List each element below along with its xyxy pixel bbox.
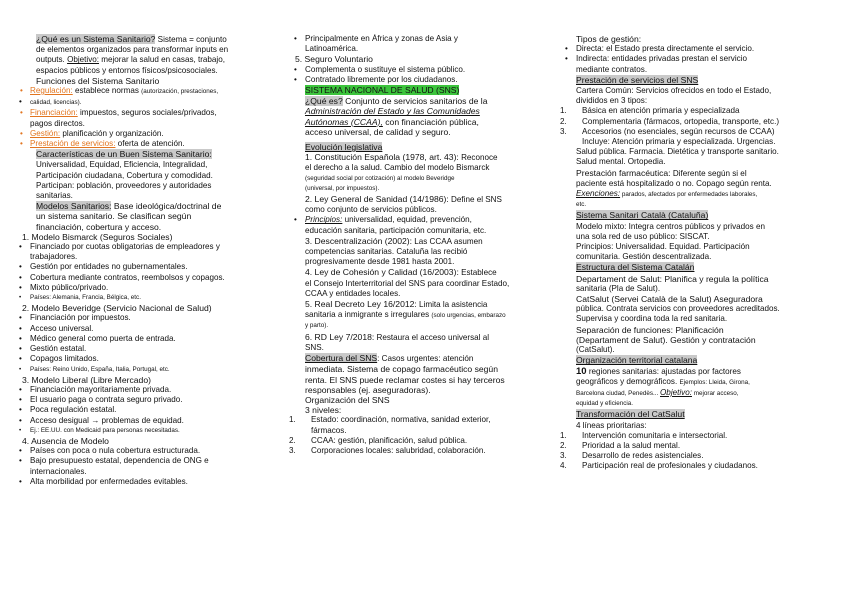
list-item: 2. Prioridad a la salud mental. <box>560 440 681 450</box>
list-item: • Gestión: planificación y organización. <box>14 129 282 139</box>
list-item: • Países: Alemania, Francia, Bélgica, etc. <box>14 293 282 303</box>
tipos-title: Tipos de gestión: <box>576 34 642 44</box>
list-item: • Directa: el Estado presta directamente el servicio. <box>560 44 830 54</box>
list-item-cont: pagos directos. <box>30 118 85 128</box>
list-item: • Ej.: EE.UU. con Medicaid para personas necesitadas. <box>14 426 282 436</box>
text-line: etc. <box>576 201 587 209</box>
list-item: • Mixto público/privado. <box>14 283 282 293</box>
text-line: (CatSalut). <box>576 345 615 355</box>
list-item: • Complementa o sustituye el sistema público. <box>289 65 554 75</box>
intro-line: ¿Qué es un Sistema Sanitario? Sistema = conjunto <box>36 34 227 44</box>
text-line: Separación de funciones: Planificación <box>576 324 724 335</box>
section-heading: Evolución legislativa <box>305 142 383 153</box>
text-line: Participación ciudadana, Cobertura y comodidad. <box>36 170 213 180</box>
text-line: equidad y eficiencia. <box>576 400 634 408</box>
text-line: responsables (ej. aseguradoras). <box>305 384 431 395</box>
model-title: 4. Ausencia de Modelo <box>22 435 109 446</box>
text-line: progresivamente desde 1981 hasta 2001. <box>305 257 455 267</box>
list-item: • Financiación por impuestos. <box>14 313 282 323</box>
text-line: competencias sanitarias. Cataluña las recibió <box>305 247 468 257</box>
text-line: inmediata. Sistema de copago farmacéutico según <box>305 364 498 375</box>
model-title: 5. Seguro Voluntario <box>295 54 373 65</box>
section-heading: Organización territorial catalana <box>576 355 698 366</box>
text-line: sanitarias. <box>36 191 73 201</box>
list-item: • Países con poca o nula cobertura estructurada. <box>14 446 282 456</box>
text-line: una sola red de uso público: SISCAT. <box>576 231 710 241</box>
section-heading: Características de un Buen Sistema Sanitario: <box>36 149 212 160</box>
list-item: 1. Intervención comunitaria e intersectorial. <box>560 430 728 440</box>
section-heading: Sistema Sanitari Català (Cataluña) <box>576 210 709 221</box>
text-line: SNS. <box>305 342 324 352</box>
list-item: • Acceso universal. <box>14 324 282 334</box>
list-item: 1. Básica en atención primaria y especializada <box>560 106 740 116</box>
list-item: • Copagos limitados. <box>14 354 282 364</box>
list-item: • Bajo presupuesto estatal, dependencia de ONG e <box>14 456 282 466</box>
text-line: Supervisa y coordina toda la red sanitaria. <box>576 314 728 324</box>
list-item: • Financiación mayoritariamente privada. <box>14 385 282 395</box>
section-heading: Prestación de servicios del SNS <box>576 74 699 85</box>
section-heading: Transformación del CatSalut <box>576 409 685 420</box>
text-line: Salud pública. Farmacia. Dietética y transporte sanitario. <box>576 147 779 157</box>
text-line: como conjunto de servicios públicos. <box>305 205 437 215</box>
text-line: el derecho a la salud. Cambio del modelo Bismarck <box>305 163 490 173</box>
text-line: Administración del Estado y las Comunidades <box>305 106 480 117</box>
text-line: financiación, cobertura y acceso. <box>36 221 162 232</box>
list-item: • Gestión por entidades no gubernamentales. <box>14 262 282 272</box>
list-item: • El usuario paga o contrata seguro privado. <box>14 395 282 405</box>
text-line: acceso universal, de calidad y seguro. <box>305 126 451 137</box>
text-line: divididos en 3 tipos: <box>576 96 648 106</box>
intro-line: de elementos organizados para transformar inputs en <box>36 45 229 55</box>
list-item: • Acceso desigual → problemas de equidad. <box>14 416 282 426</box>
list-item: 2. CCAA: gestión, planificación, salud pública. <box>289 435 468 445</box>
list-item: • Contratado libremente por los ciudadanos. <box>289 75 554 85</box>
list-item: 2. Complementaria (fármacos, ortopedia, transporte, etc.) <box>560 116 780 126</box>
text-line: pública. Contrata servicios con proveedores acreditados. <box>576 304 780 314</box>
text-line: comunitaria. Gestión descentralizada. <box>576 252 712 262</box>
list-item-cont: internacionales. <box>30 466 87 476</box>
sns-heading: SISTEMA NACIONAL DE SALUD (SNS) <box>305 85 460 96</box>
list-item: • Poca regulación estatal. <box>14 405 282 415</box>
list-item: • Países: Reino Unido, España, Italia, Portugal, etc. <box>14 365 282 375</box>
list-item: • Alta morbilidad por enfermedades evitables. <box>14 477 282 487</box>
text-line: (universal, por impuestos). <box>305 184 380 192</box>
text-line: Universalidad, Equidad, Eficiencia, Integralidad, <box>36 160 208 170</box>
text-line: CCAA y entidades locales. <box>305 288 401 298</box>
list-item-cont: fármacos. <box>311 425 347 435</box>
model-title: 1. Modelo Bismarck (Seguros Sociales) <box>22 231 173 242</box>
text-line: Principios: Universalidad. Equidad. Participación <box>576 242 750 252</box>
list-item: • Médico general como puerta de entrada. <box>14 334 282 344</box>
model-title: 3. Modelo Liberal (Libre Mercado) <box>22 374 151 385</box>
text-line: renta. El SNS puede reclamar costes si hay terceros <box>305 374 505 385</box>
org-subtitle: 3 niveles: <box>305 405 342 416</box>
column-3: Tipos de gestión: • Directa: el Estado presta directamente el servicio. • Indirecta: entidades privadas prestan el servicio mediante contratos. Prestación de servicios del SNS Cartera Común: Servicios ofrecidos en todo el Estado, divididos en 3 tipos: 1. Básica en atención primaria y especializada 2. Complementaria (fármacos, ortopedia, transporte, etc.) 3. Accesorios (no esenciales, según recursos de CCAA) Incluye: Atención primaria y especializada. Urgencias. Salud pública. Farmacia. Dietética y transporte sanitario. Salud mental. Ortopedia. Prestación farmacéutica: Diferente según si el paciente está hospitalizado o no. Copago según renta. Exenciones: parados, afectados por enfermedades laborales, etc. Sistema Sanitari Català (Cataluña) Modelo mixto: Integra centros públicos y privados en una sola red de uso público: SISCAT. Principios: Universalidad. Equidad. Participación comunitaria. Gestión descentralizada. Estructura del Sistema Catalán Departament de Salut: Planifica y regula la política sanitaria (Pla de Salut). CatSalut (Servei Català de la Salut) Aseguradora pública. Contrata servicios con proveedores acreditados. Supervisa y coordina toda la red sanitaria. Separación de funciones: Planificación (Departament de Salut). Gestión y contratación (CatSalut). Organización territorial catalana 10 regiones sanitarias: ajustadas por factores geográficos y demográficos. Ejemplos: Lleida, Girona, Barcelona ciudad, Penedès... Objetivo: mejorar acceso, equidad y eficiencia. Transformación del CatSalut 4 líneas prioritarias: 1. Intervención comunitaria e intersectorial. 2. Prioridad a la salud mental. 3. Desarrollo de redes asistenciales. 4. Participación real de profesionales y ciudadanos. <box>560 34 830 472</box>
text-line: educación sanitaria, participación comunitaria, etc. <box>305 225 487 235</box>
text-line: un sistema sanitario. Se clasifican según <box>36 211 192 222</box>
section-heading: Cobertura del SNS <box>305 353 378 364</box>
column-2: • Principalmente en África y zonas de Asia y Latinoamérica. 5. Seguro Voluntario • Complementa o sustituye el sistema público. • Contratado libremente por los ciudadanos. SISTEMA NACIONAL DE SALUD (SNS) ¿Qué es? Conjunto de servicios sanitarios de la Administración del Estado y las Comunidades Autónomas (CCAA), con financiación pública, acceso universal, de calidad y seguro. Evolución legislativa 1. Constitución Española (1978, art. 43): Reconoce el derecho a la salud. Cambio del modelo Bismarck (seguridad social por cotización) al modelo Beveridge (universal, por impuestos). 2. Ley General de Sanidad (14/1986): Define el SNS como conjunto de servicios públicos. • Principios: universalidad, equidad, prevención, educación sanitaria, participación comunitaria, etc. 3. Descentralización (2002): Las CCAA asumen competencias sanitarias. Cataluña las recibió progresivamente desde 1981 hasta 2001. 4. Ley de Cohesión y Calidad (16/2003): Establece el Consejo Interterritorial del SNS para coordinar Estado, CCAA y entidades locales. 5. Real Decreto Ley 16/2012: Limita la asistencia sanitaria a inmigrante s irregulares (solo urgencias, embarazo y parto). 6. RD Ley 7/2018: Restaura el acceso universal al SNS. Cobertura del SNS: Casos urgentes: atención inmediata. Sistema de copago farmacéutico según renta. El SNS puede reclamar costes si hay terceros responsables (ej. aseguradoras). Organización del SNS 3 niveles: 1. Estado: coordinación, normativa, sanidad exterior, fármacos. 2. CCAA: gestión, planificación, salud pública. 3. Corporaciones locales: salubridad, colaboración. <box>289 34 554 456</box>
list-item: • Principios: universalidad, equidad, prevención, <box>289 215 554 225</box>
column-1: ¿Qué es un Sistema Sanitario? Sistema = conjunto de elementos organizados para transformar inputs en outputs. Objetivo: mejorar la salud en casas, trabajo, espacios públicos y entornos físicos/psicosociales. Funciones del Sistema Sanitario • Regulación: establece normas (autorización, prestaciones, • calidad, licencias). • Financiación: impuestos, seguros sociales/privados, pagos directos. • Gestión: planificación y organización. • Prestación de servicios: oferta de atención. Características de un Buen Sistema Sanitario: Universalidad, Equidad, Eficiencia, Integralidad, Participación ciudadana, Cobertura y comodidad. Participan: población, proveedores y autoridades sanitarias. Modelos Sanitarios: Base ideológica/doctrinal de un sistema sanitario. Se clasifican según financiación, cobertura y acceso. 1. Modelo Bismarck (Seguros Sociales) • Financiado por cuotas obligatorias de empleadores y trabajadores. • Gestión por entidades no gubernamentales. • Cobertura mediante contratos, reembolsos y copagos. • Mixto público/privado. • Países: Alemania, Francia, Bélgica, etc. 2. Modelo Beveridge (Servicio Nacional de Salud) • Financiación por impuestos. • Acceso universal. • Médico general como puerta de entrada. • Gestión estatal. • Copagos limitados. • Países: Reino Unido, España, Italia, Portugal, etc. 3. Modelo Liberal (Libre Mercado) • Financiación mayoritariamente privada. • El usuario paga o contrata seguro privado. • Poca regulación estatal. • Acceso desigual → problemas de equidad. • Ej.: EE.UU. con Medicaid para personas necesitadas. 4. Ausencia de Modelo • Países con poca o nula cobertura estructurada. • Bajo presupuesto estatal, dependencia de ONG e internacionales. • Alta morbilidad por enfermedades evitables. <box>14 34 282 487</box>
list-item: 3. Corporaciones locales: salubridad, colaboración. <box>289 445 486 455</box>
list-item-cont: calidad, licencias). <box>30 99 82 107</box>
list-item: • Prestación de servicios: oferta de atención. <box>14 139 282 149</box>
list-item: 3. Accesorios (no esenciales, según recursos de CCAA) <box>560 126 775 136</box>
list-item: 1. Estado: coordinación, normativa, sanidad exterior, <box>289 415 491 425</box>
trans-subtitle: 4 líneas prioritarias: <box>576 420 647 430</box>
text-line: sanitaria (Pla de Salut). <box>576 283 661 293</box>
text-line: Modelo mixto: Integra centros públicos y privados en <box>576 221 765 231</box>
org-title: Organización del SNS <box>305 394 390 405</box>
list-item-cont: mediante contratos. <box>576 64 648 74</box>
model-title: 2. Modelo Beveridge (Servicio Nacional de Salud) <box>22 303 212 314</box>
list-item: • Financiación: impuestos, seguros sociales/privados, <box>14 108 282 118</box>
text-line: Participan: población, proveedores y autoridades <box>36 180 212 190</box>
text-line: (seguridad social por cotización) al modelo Beveridge <box>305 174 455 182</box>
functions-title: Funciones del Sistema Sanitario <box>36 75 160 86</box>
list-item: • Regulación: establece normas (autorización, prestaciones, <box>14 86 282 97</box>
list-item-cont: Latinoamérica. <box>305 44 359 54</box>
text-line: y parto). <box>305 322 329 330</box>
intro-line: espacios públicos y entornos físicos/psicosociales. <box>36 65 218 75</box>
text-line: Cartera Común: Servicios ofrecidos en todo el Estado, <box>576 86 772 96</box>
text-line: paciente está hospitalizado o no. Copago según renta. <box>576 178 772 188</box>
text-line: Salud mental. Ortopedia. <box>576 157 666 167</box>
text-line: (Departament de Salut). Gestión y contratación <box>576 334 756 345</box>
text-line: el Consejo Interterritorial del SNS para coordinar Estado, <box>305 278 510 288</box>
section-heading: Estructura del Sistema Catalán <box>576 262 695 273</box>
list-item: 4. Participación real de profesionales y ciudadanos. <box>560 461 758 471</box>
list-item: • Financiado por cuotas obligatorias de empleadores y <box>14 242 282 252</box>
list-item: • Principalmente en África y zonas de Asia y <box>289 34 554 44</box>
text-line: Incluye: Atención primaria y especializada. Urgencias. <box>582 137 776 147</box>
list-item: 3. Desarrollo de redes asistenciales. <box>560 451 704 461</box>
list-item: • Gestión estatal. <box>14 344 282 354</box>
list-item: • Cobertura mediante contratos, reembolsos y copagos. <box>14 273 282 283</box>
section-heading: Modelos Sanitarios: <box>36 201 112 212</box>
list-item: • Indirecta: entidades privadas prestan el servicio <box>560 54 830 64</box>
list-item-cont: trabajadores. <box>30 252 78 262</box>
section-heading: ¿Qué es un Sistema Sanitario? <box>36 34 156 44</box>
section-heading: ¿Qué es? <box>305 96 343 107</box>
intro-line: outputs. Objetivo: mejorar la salud en casas, trabajo, <box>36 55 225 65</box>
